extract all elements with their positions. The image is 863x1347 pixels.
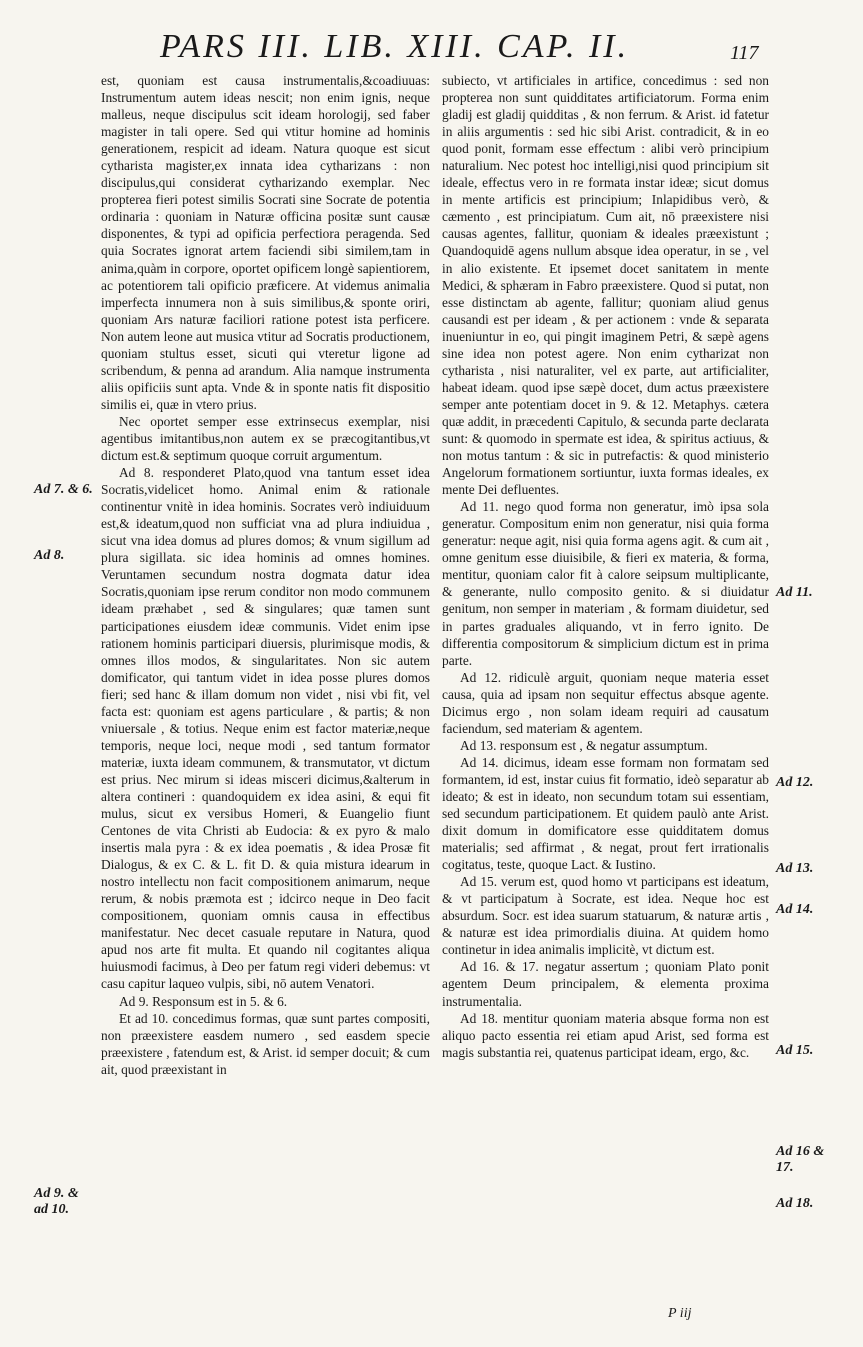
paragraph: Ad 8. responderet Plato,quod vna tantum esset idea Socratis,videlicet homo. Animal enim & rationale continentur vnitè in idea hominis. Socrates verò indiuiduum est,& ideatum,quod non sufficiat vna ad plura indiuidua , sicut vna idea domus ad plures domos; & vnum sigillum ad plura sigillata. sic idea hominis ad omnes homines. Veruntamen secundum nostra dogmata datur idea Socratis,quoniam ipse rerum conditor non modo communem ideam præhabet , sed & singulares; quæ tamen sunt participationes eiusdem ideæ communis. Videt enim ipse rationem hominis participari diuersis, plurimisque modis, & omnes illos modos, & singularitates. Non sic autem domificator, qui tantum videt in idea posse plures domos fieri; sed hanc & illam domum non videt , nisi vbi fit, vel facta est: quoniam est agens particulare , & partis; & non vniuersale , & totius. Neque enim est factor materiæ,neque temporis, neque loci, neque modi , sed tantum formator materiæ, iuxta ideam communem, & transmutator, vt dictum est prius. Nec mirum si ideas misceri dicimus,&alterum in altera contineri : quandoquidem ex idea asini, & equi fit mulus, sicut ex versibus Homeri, & Euangelio fiunt Centones de vita Christi ab Eudocia: & ex pyro & malo insertis mala pyra : & ex idea poematis , & idea Prosæ fit Dialogus, & ex C. & L. fit D. & quia mistura idearum in nostro intellectu non facit compositionem animarum, neque rerum, & nobis præmota est ; idcirco neque in Deo facit compositionem, quoniam omnis causa in effectibus manifestatur. Nec decet casuale reputare in Natura, quod apud nos arte fit multa. Et quando nil cogitantes aliqua huiusmodi facimus, à Deo per fatum regi videri debemus: vt casu capitur laqueo vulpis, sibi, nō autem Venatori. [101,465,430,992]
right-column [442,72,769,1061]
margin-note: Ad 14. [776,902,814,917]
paragraph: subiecto, vt artificiales in artifice, concedimus : sed non propterea non sunt quidditates artificiatorum. Forma enim gladij est gladij quidditas , & non ferrum. & Arist. id fatetur in aliis argumentis : sed hic sibi Arist. contradicit, & in eo quod ponit, formam esse effectum : alibi verò principium naturalium. Nec potest hoc intelligi,nisi quod principium sit ideale, effectus vero in re formata instar ideæ; sicut domus in mente artificis est principium; Inlapidibus verò, & cæmento , est principiatum. Cum ait, nō præexistere nisi causas agentes, fallitur, quoniam & ideales præexistunt ; Quandoquidē agens nullum absque idea operatur, in se , vel in alio existente. Et ipsemet docet sanitatem in mente Medici, & sphæram in Fabro præexistere. Quod si putat, non esse distinctam ab agente, fallitur; quoniam aliud genus causandi est per ideam , & per actionem : vnde & separata inueniuntur in eo, qui pingit imaginem Petri, & sæpè agens sine idea non potest agere. Non enim cytharizat non cytharista , nisi naturaliter, vel ex parte, aut artificialiter, habeat ideam. quod ipse sæpè docet, dum actus præexistere semper ante potentiam docet in 9. & 12. Metaphys. cætera quæ addit, in præcedenti Capitulo, & secunda parte declarata sunt: & quomodo in spermate est idea, & spiritus actiuus, & non motus tantum : & sic in putrefactis: & quod ministerio Angelorum formationem sortiuntur, iuxta formas ideales, ex mente Dei defluentes. [442,73,769,498]
margin-note: Ad 8. [34,548,65,563]
paragraph: Ad 13. responsum est , & negatur assumptum. [460,737,708,753]
margin-note: Ad 7. & 6. [34,482,93,497]
paragraph: Ad 18. mentitur quoniam materia absque forma non est aliquo pacto essentia rei etiam apud Arist, sed forma est magis substantia rei, quatenus participat ideam, ergo, &c. [442,1010,769,1060]
margin-note: Ad 16 & 17. [776,1144,825,1175]
running-title: PARS III. LIB. XIII. CAP. II. [160,28,630,65]
page-header [160,28,820,72]
paragraph: Ad 14. dicimus, ideam esse formam non formatam sed formantem, id est, instar cuius fit formatio, ideò separatur ab ideato; & est in ideato, non secundum totam sui essentiam, sed secundum participationem. Et quidem paulò ante Arist. dixit domum in domificatore esse quidditatem domus materialis; sed affirmat , & negat, prout fert irrationalis cogitatus, teste, quoque Lact. & Iustino. [442,754,769,873]
paragraph: est, quoniam est causa instrumentalis,&coadiuuas: Instrumentum autem ideas nescit; non enim ignis, neque malleus, neque discipulus scit ideam horologij, sed faber magister in tali opere. Sed qui vtitur homine ad hominis generationem, respicit ad ideam. Natura quoque est sicut cytharista magister,ex innata idea cytharizans : non discipulus,qui considerat cytharizando exemplar. Nec propterea fieri potest similis Socrati sine Socrate de potentia ordinaria : quoniam in Naturæ officina positæ sunt causæ disponentes, & typi ad opificia perfectiora peragenda. Sed quia Socrates ignorat artem faciendi sibi similem,tam in anima,quàm in corpore, oportet opificem longè sapientiorem, ac potentiorem tali opificio præficere. At videmus animalia imperfecta innumera non à suis similibus,& sponte oriri, quoniam Ars naturæ faciliori ratione potest ista perficere. Non autem leone aut musica vtitur ad Socratis productionem, quoniam stultus esset, sicuti qui vteretur ligone ad scribendum, & penna ad arandum. Alia namque instrumenta aliis opificiis sunt apta. Vnde & in sponte natis fit dispositio similis ei, quæ in vtero prius. [101,73,430,412]
margin-note: Ad 12. [776,775,814,790]
margin-note: Ad 18. [776,1196,814,1211]
page-number: 117 [730,42,759,64]
paragraph: Nec oportet semper esse extrinsecus exemplar, nisi agentibus imitantibus,non autem ex se præcogitantibus,vt dictum est.& septimum quoque corruit argumentum. [101,413,430,464]
left-column [101,72,430,1078]
paragraph: Et ad 10. concedimus formas, quæ sunt partes compositi, non præexistere easdem numero , sed easdem specie præexistere , fatendum est, & Arist. id semper docuit; & cum ait, quod præexistant in [101,1010,430,1077]
margin-note: Ad 15. [776,1043,814,1058]
paragraph: Ad 16. & 17. negatur assertum ; quoniam Plato ponit agentem Deum principalem, & elementa proxima instrumentalia. [442,959,769,1009]
margin-note: Ad 13. [776,861,814,876]
signature-mark: P iij [668,1306,692,1321]
paragraph: Ad 11. nego quod forma non generatur, imò ipsa sola generatur. Compositum enim non generatur, nisi quia forma generatur: neque agit, nisi quia forma agens agit. & cum ait , omne genitum esse diuisibile, & fieri ex materia, & forma, mentitur, quoniam calor fit à calore seipsum multiplicante, & generante, nullo composito genito. & si diuidatur genitum, non semper in materiam , & formam diuidetur, sed in partes graduales aliquando, vt in ferro ignito. De differentia compositorum & simplicium dictum est in prima parte. [442,499,769,668]
margin-note: Ad 11. [776,585,813,600]
paragraph: Ad 12. ridiculè arguit, quoniam neque materia esset causa, quia ad ipsam non sequitur effectus absque agente. Dicimus ergo , non solam ideam requiri ad causatum faciendum, sed materiam & agentem. [442,669,769,736]
paragraph: Ad 9. Responsum est in 5. & 6. [119,993,288,1009]
margin-note: Ad 9. & ad 10. [34,1186,79,1217]
paragraph: Ad 15. verum est, quod homo vt participans est ideatum, & vt participatum à Socrate, est idea. Neque hoc est absurdum. Socr. est idea suarum statuarum, & naturæ artis , & naturæ est idea primordialis diuina. At quidem homo continetur in idea animalis implicitè, vt dictum est. [442,874,769,958]
